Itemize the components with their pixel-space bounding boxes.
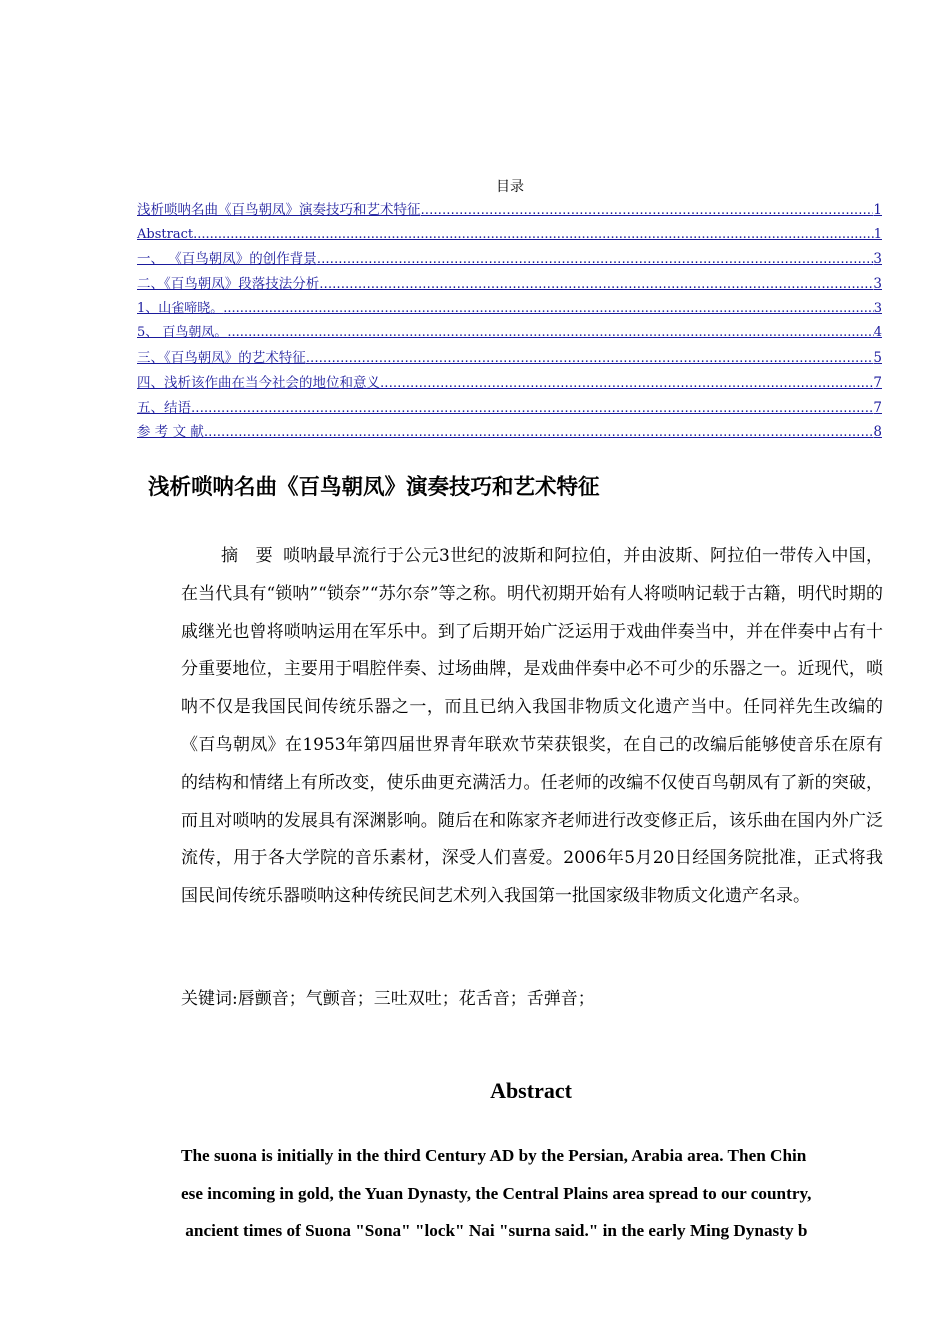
abstract-en-line: ese incoming in gold, the Yuan Dynasty, the Central Plains area spread to our country, [181,1183,812,1203]
toc-entry-page: 1 [873,202,882,218]
keywords-line [181,984,595,1009]
toc-entry[interactable] [137,274,882,299]
document-title: 浅析唢呐名曲《百鸟朝凤》演奏技巧和艺术特征 [148,475,600,500]
toc-heading: 目录 [496,179,524,195]
toc-entry-page: 4 [873,325,882,341]
abstract-label: 摘 要 [221,546,273,566]
toc-entry-page: 3 [873,276,882,293]
toc-entry-page: 7 [873,399,882,416]
abstract-en-heading: Abstract [490,1078,572,1103]
toc-entry-label: 参 考 文 献 [137,424,204,441]
abstract-text: 唢呐最早流行于公元3世纪的波斯和阿拉伯，并由波斯、阿拉伯一带传入中国，在当代具有“锁呐”“锁奈”“苏尔奈”等之称。明代初期开始有人将唢呐记载于古籍，明代时期的戚继光也曾将唢呐运用在军乐中。到了后期开始广泛运用于戏曲伴奏当中，并在伴奏中占有十分重要地位，主要用于唱腔伴奏、过场曲牌，是戏曲伴奏中必不可少的乐器之一。近现代，唢呐不仅是我国民间传统乐器之一，而且已纳入我国非物质文化遗产当中。任同祥先生改编的《百鸟朝凤》在1953年第四届世界青年联欢节荣获银奖，在自己的改编后能够使音乐在原有的结构和情绪上有所改变，使乐曲更充满活力。任老师的改编不仅使百鸟朝凤有了新的突破，而且对唢呐的发展具有深渊影响。随后在和陈家齐老师进行改变修正后，该乐曲在国内外广泛流传，用于各大学院的音乐素材，深受人们喜爱。2006年5月20日经国务院批准，正式将我国民间传统乐器唢呐这种传统民间艺术列入我国第一批国家级非物质文化遗产名录。 [181,546,883,907]
toc-entry-page: 5 [873,350,882,367]
toc-entry-page: 3 [873,251,882,268]
toc-entry-label: 二、《百鸟朝凤》段落技法分析 [137,276,320,293]
toc-entry[interactable] [137,348,882,373]
abstract-en-line: ancient times of Suona "Sona" "lock" Nai "surna said." in the early Ming Dynasty b [181,1221,808,1240]
toc-entry-label: 1、山雀啼晓。 [137,300,224,316]
toc-entry-page: 1 [873,226,882,242]
toc-entry-label: 5、 百鸟朝凤。 [137,325,228,341]
toc-entry[interactable] [137,299,882,324]
keywords-text: :唇颤音；气颤音；三吐双吐；花舌音；舌弹音； [232,989,595,1009]
toc-entry-page: 8 [873,424,882,441]
toc-entry[interactable] [137,225,882,250]
toc-entry-label: 一、 《百鸟朝凤》的创作背景 [137,251,317,268]
toc-entry-label: Abstract [137,226,194,242]
toc-entry[interactable] [137,323,882,348]
toc-entry-page: 7 [873,374,882,391]
abstract-en-line: The suona is initially in the third Century AD by the Persian, Arabia area. Then Chin [181,1146,807,1165]
keywords-label: 关键词 [181,989,232,1009]
abstract-paragraph [181,538,883,916]
toc-entry[interactable] [137,422,882,447]
toc-entry[interactable] [137,200,882,225]
toc-entry-label: 五、结语 [137,399,191,416]
toc-entry[interactable] [137,373,882,398]
abstract-en-paragraph [181,1137,887,1250]
toc-entry-page: 3 [873,300,882,316]
toc-entry[interactable] [137,249,882,274]
table-of-contents [137,200,882,447]
toc-entry-label: 浅析唢呐名曲《百鸟朝凤》演奏技巧和艺术特征 [137,202,421,218]
toc-entry-label: 三、《百鸟朝凤》的艺术特征 [137,350,306,367]
toc-entry-label: 四、浅析该作曲在当今社会的地位和意义 [137,374,380,391]
toc-entry[interactable] [137,398,882,423]
